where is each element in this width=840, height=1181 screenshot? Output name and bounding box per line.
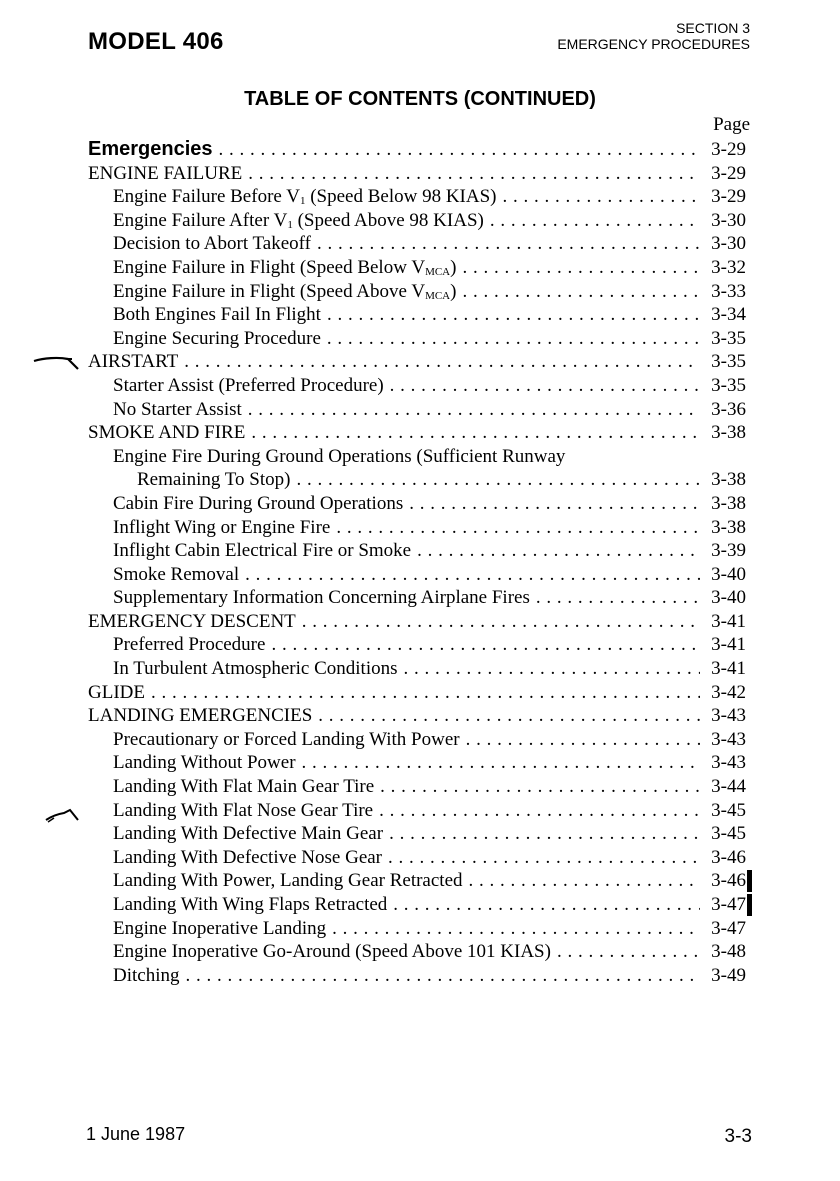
entry-label: Emergencies	[88, 138, 213, 160]
entry-label: Inflight Cabin Electrical Fire or Smoke	[113, 540, 412, 562]
entry-page: 3-33	[711, 280, 746, 302]
entry-page: 3-38	[711, 469, 746, 491]
toc-entry[interactable]	[88, 327, 746, 351]
toc-entry[interactable]	[88, 822, 746, 846]
footer-date: 1 June 1987	[86, 1124, 186, 1144]
entry-page: 3-38	[711, 516, 746, 538]
toc-entry[interactable]	[88, 162, 746, 186]
footer-page-number: 3-3	[724, 1126, 752, 1147]
toc-entry[interactable]	[88, 516, 746, 540]
entry-page: 3-43	[711, 705, 746, 727]
change-bar	[747, 870, 752, 892]
entry-label: Landing With Flat Nose Gear Tire	[113, 799, 374, 821]
toc-entry[interactable]	[88, 492, 746, 516]
entry-label: Cabin Fire During Ground Operations	[113, 492, 404, 514]
toc-entry[interactable]	[88, 421, 746, 445]
entry-label: GLIDE	[88, 681, 145, 703]
entry-page: 3-45	[711, 823, 746, 845]
toc-title: TABLE OF CONTENTS (CONTINUED)	[244, 88, 596, 110]
entry-label: Landing With Power, Landing Gear Retracted	[113, 870, 463, 892]
entry-label: LANDING EMERGENCIES	[88, 705, 313, 727]
toc-entry[interactable]	[88, 185, 746, 209]
toc-entry[interactable]	[88, 893, 746, 917]
toc-entry[interactable]	[88, 633, 746, 657]
entry-label: Decision to Abort Takeoff	[113, 233, 311, 255]
entry-page: 3-43	[711, 752, 746, 774]
entry-page: 3-41	[711, 610, 746, 632]
entry-label: ENGINE FAILURE	[88, 162, 243, 184]
entry-page: 3-38	[711, 492, 746, 514]
toc-entry[interactable]	[88, 751, 746, 775]
entry-label: Supplementary Information Concerning Airplane Fires	[113, 587, 530, 609]
entry-page: 3-47	[711, 917, 746, 939]
toc-entry[interactable]	[88, 917, 746, 941]
entry-label: Landing Without Power	[113, 752, 296, 774]
entry-label: EMERGENCY DESCENT	[88, 610, 296, 632]
entry-label: No Starter Assist	[113, 398, 242, 420]
entry-page: 3-41	[711, 634, 746, 656]
entry-page: 3-48	[711, 941, 746, 963]
entry-page: 3-35	[711, 327, 746, 349]
toc-entry[interactable]	[88, 468, 746, 492]
entry-label: Engine Failure in Flight (Speed Below VMCA)	[113, 256, 457, 278]
entry-label: Engine Inoperative Landing	[113, 917, 327, 939]
toc-entry[interactable]	[88, 610, 746, 634]
entry-label: AIRSTART	[88, 351, 179, 373]
entry-label: Starter Assist (Preferred Procedure)	[113, 374, 384, 396]
entry-label: Engine Failure After V1 (Speed Above 98 KIAS)	[113, 209, 484, 231]
entry-label: Engine Failure in Flight (Speed Above VMCA)	[113, 280, 457, 302]
toc-entry[interactable]	[88, 539, 746, 563]
toc-entry[interactable]	[88, 280, 746, 304]
entry-page: 3-46	[711, 870, 746, 892]
entry-label: SMOKE AND FIRE	[88, 422, 246, 444]
entry-label: Engine Failure Before V1 (Speed Below 98 KIAS)	[113, 186, 497, 208]
toc-entry[interactable]	[88, 657, 746, 681]
entry-page: 3-32	[711, 256, 746, 278]
toc-list	[88, 138, 746, 987]
entry-label: Remaining To Stop)	[137, 469, 291, 491]
toc-entry[interactable]	[88, 799, 746, 823]
entry-page: 3-29	[711, 139, 746, 160]
entry-label: Precautionary or Forced Landing With Power	[113, 728, 460, 750]
entry-page: 3-34	[711, 304, 746, 326]
page-column-label: Page	[713, 114, 750, 135]
entry-page: 3-38	[711, 422, 746, 444]
revision-mark-icon	[32, 355, 88, 373]
toc-entry[interactable]	[88, 869, 746, 893]
toc-entry[interactable]	[88, 256, 746, 280]
toc-entry[interactable]	[88, 563, 746, 587]
toc-entry[interactable]	[88, 704, 746, 728]
entry-page: 3-30	[711, 209, 746, 231]
toc-entry[interactable]	[88, 350, 746, 374]
entry-page: 3-47	[711, 894, 746, 915]
entry-page: 3-29	[711, 162, 746, 184]
entry-label: Engine Fire During Ground Operations (Sufficient Runway	[113, 445, 566, 467]
toc-entry[interactable]	[88, 374, 746, 398]
entry-page: 3-46	[711, 846, 746, 868]
entry-page: 3-40	[711, 587, 746, 609]
entry-label: Landing With Defective Nose Gear	[113, 846, 383, 868]
toc-entry[interactable]	[88, 586, 746, 610]
entry-label: Engine Inoperative Go-Around (Speed Above 101 KIAS)	[113, 941, 551, 963]
section-header	[557, 20, 750, 52]
entry-page: 3-35	[711, 351, 746, 373]
toc-entry[interactable]	[88, 138, 746, 162]
entry-label: Engine Securing Procedure	[113, 327, 321, 349]
entry-page: 3-35	[711, 374, 746, 396]
toc-entry[interactable]	[88, 445, 746, 469]
toc-entry[interactable]	[88, 728, 746, 752]
entry-label: In Turbulent Atmospheric Conditions	[113, 658, 398, 680]
entry-label: Landing With Wing Flaps Retracted	[113, 894, 388, 915]
entry-page: 3-42	[711, 681, 746, 703]
toc-entry[interactable]	[88, 681, 746, 705]
toc-entry[interactable]	[88, 303, 746, 327]
model-title: MODEL 406	[88, 28, 224, 55]
entry-page: 3-45	[711, 799, 746, 821]
entry-page: 3-44	[711, 776, 746, 798]
entry-page: 3-36	[711, 398, 746, 420]
toc-entry[interactable]	[88, 964, 746, 988]
entry-page: 3-29	[711, 186, 746, 208]
toc-entry[interactable]	[88, 940, 746, 964]
toc-entry[interactable]	[88, 846, 746, 870]
entry-label: Ditching	[113, 964, 180, 986]
entry-label: Preferred Procedure	[113, 634, 266, 656]
section-title: EMERGENCY PROCEDURES	[557, 36, 750, 52]
section-number: SECTION 3	[676, 20, 750, 36]
toc-entry[interactable]	[88, 209, 746, 233]
entry-page: 3-40	[711, 563, 746, 585]
entry-label: Inflight Wing or Engine Fire	[113, 516, 331, 538]
toc-entry[interactable]	[88, 775, 746, 799]
toc-entry[interactable]	[88, 232, 746, 256]
entry-page: 3-39	[711, 540, 746, 562]
entry-page: 3-43	[711, 728, 746, 750]
entry-page: 3-30	[711, 233, 746, 255]
entry-label: Landing With Flat Main Gear Tire	[113, 776, 375, 798]
entry-label: Both Engines Fail In Flight	[113, 304, 321, 326]
entry-label: Landing With Defective Main Gear	[113, 823, 384, 845]
change-bar	[747, 894, 752, 916]
toc-entry[interactable]	[88, 398, 746, 422]
entry-page: 3-41	[711, 658, 746, 680]
entry-page: 3-49	[711, 964, 746, 986]
entry-label: Smoke Removal	[113, 563, 240, 585]
